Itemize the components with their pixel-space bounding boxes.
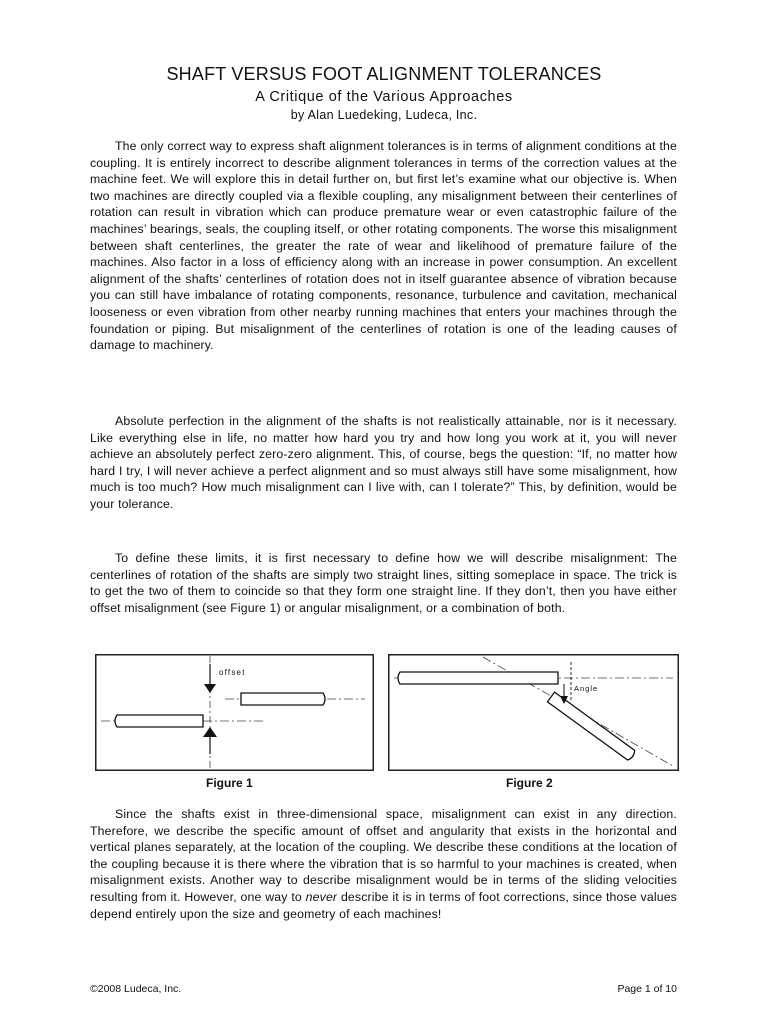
paragraph-2: Absolute perfection in the alignment of the shafts is not realistically attainable, nor is it necessary. Like everything else in life, no matter how hard you try and how long you work at it, you will never achieve an absolutely perfect zero-zero alignment. This, of course, begs the question: “If, no matter how hard I try, I will never achieve a perfect alignment and so must always still have some misalignment, how much is too much? How much misalignment can I live with, can I tolerate?” This, by definition, would be your tolerance. — [90, 414, 677, 511]
paragraph-3: To define these limits, it is first necessary to define how we will describe misalignment: The centerlines of rotation of the shafts are simply two straight lines, sitting someplace in space. The trick is to get the two of them to coincide so that they form one straight line. If they don’t, then you have either offset misalignment (see Figure 1) or angular misalignment, or a combination of both. — [90, 551, 677, 615]
paragraph-4 — [90, 806, 677, 922]
page-title: SHAFT VERSUS FOOT ALIGNMENT TOLERANCES — [166, 64, 602, 84]
paragraph-1-text-a: The only correct way to express shaft alignment tolerances is in terms of alignment conditions at the coupling. It is — [90, 139, 677, 170]
figure-2-diagram — [388, 654, 679, 771]
figure-1-diagram — [95, 654, 374, 771]
paragraph-4-text-b: describe it is in terms of foot corrections, since those values depend entirely upon the size and geometry of each machines! — [90, 889, 677, 921]
figure-1-caption: Figure 1 — [206, 776, 253, 790]
paragraph-1 — [90, 138, 677, 354]
page-subtitle: A Critique of the Various Approaches — [255, 89, 513, 105]
angle-label: Angle — [574, 684, 599, 693]
offset-label: offset — [219, 668, 246, 677]
figure-2-caption: Figure 2 — [506, 776, 553, 790]
footer-copyright: ©2008 Ludeca, Inc. — [90, 983, 182, 995]
footer-page-number: Page 1 of 10 — [617, 983, 677, 995]
paragraph-4-emphasis: never — [305, 889, 338, 904]
paragraph-1-emphasis: entirely incorrect — [170, 155, 264, 170]
author-byline: by Alan Luedeking, Ludeca, Inc. — [290, 108, 478, 122]
paragraph-1-text-b: to describe alignment tolerances in terms of the correction values at the machine feet. We will explore this in detail further on, but first let’s examine what our objective is. When two machines are directly coupled via a flexible coupling, any misalignment between their centerlines of rotation can result in vibration which can produce premature wear or even catastrophic failure of the machines’ bearings, seals, the coupling itself, or other rotating components. The worse this misalignment between shaft centerlines, the greater the rate of wear and likelihood of premature failure of the machines. Also factor in a loss of efficiency along with an increase in power consumption. An excellent alignment of the shafts’ centerlines of rotation does not in itself guarantee absence of vibration because you can still have imbalance of rotating components, resonance, turbulence and cavitation, mechanical looseness or even vibration from other nearby running machines that enters your machines through the foundation or piping. But misalignment of the centerlines of rotation is one of the leading causes of damage to machinery. — [90, 155, 678, 353]
paragraph-4-text-a: Since the shafts exist in three-dimensional space, misalignment can exist in any direction. Therefore, we describe the specific amount of offset and angularity that exists in the horizontal and vertical planes separately, at the location of the coupling. We describe these conditions at the location of the coupling because it is there where the vibration that is so harmful to your machines is created, when misalignment exists. Another way to describe misalignment would be in terms of the sliding velocities resulting from it. However, one way to — [90, 807, 677, 904]
